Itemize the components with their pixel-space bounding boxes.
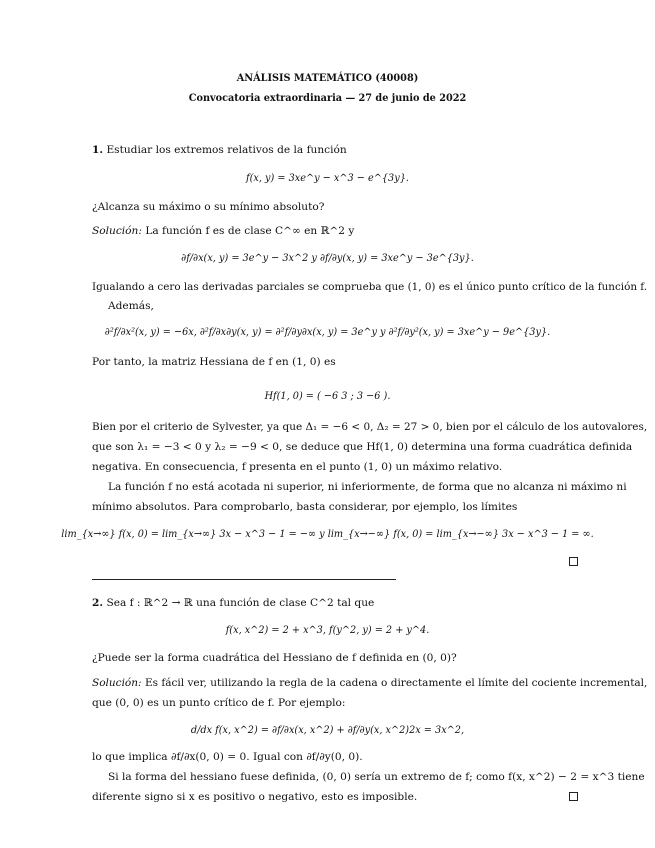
equation-hessian: Hf(1, 0) = ( −6 3 ; 3 −6 ). bbox=[264, 390, 391, 402]
critical-point-line: Igualando a cero las derivadas parciales se comprueba que (1, 0) es el único punto crítico de la función f. bbox=[92, 281, 648, 293]
equation-function: f(x, y) = 3xe^y − x^3 − e^{3y}. bbox=[246, 172, 409, 184]
solution-2-line-2: que (0, 0) es un punto crítico de f. Por ejemplo: bbox=[92, 697, 346, 709]
problem-2-statement bbox=[92, 597, 374, 610]
sylvester-line-1: Bien por el criterio de Sylvester, ya que Δ₁ = −6 < 0, Δ₂ = 27 > 0, bien por el cálculo de los autovalores, bbox=[92, 421, 648, 433]
problem-1-question: ¿Alcanza su máximo o su mínimo absoluto? bbox=[92, 201, 325, 213]
solution-2-text: Es fácil ver, utilizando la regla de la cadena o directamente el límite del cociente incremental, bbox=[144, 677, 648, 689]
page-subtitle: Convocatoria extraordinaria — 27 de junio de 2022 bbox=[188, 92, 467, 104]
problem-2-question: ¿Puede ser la forma cuadrática del Hessiano de f definida en (0, 0)? bbox=[92, 652, 457, 664]
unbounded-line-1: La función f no está acotada ni superior, ni inferiormente, de forma que no alcanza ni máximo ni bbox=[108, 481, 627, 493]
problem-1-text: Estudiar los extremos relativos de la función bbox=[106, 144, 347, 156]
section-divider bbox=[92, 579, 396, 580]
equation-chain-rule: d/dx f(x, x^2) = ∂f/∂x(x, x^2) + ∂f/∂y(x, x^2)2x = 3x^2, bbox=[190, 724, 465, 736]
conclusion-line-2: diferente signo si x es positivo o negativo, esto es imposible. bbox=[92, 791, 418, 803]
qed-square-2 bbox=[569, 792, 578, 801]
ademas-line: Además, bbox=[108, 300, 154, 312]
solution-1-intro bbox=[92, 225, 354, 238]
hessian-intro: Por tanto, la matriz Hessiana de f en (1, 0) es bbox=[92, 356, 336, 368]
page-title: ANÁLISIS MATEMÁTICO (40008) bbox=[236, 72, 419, 84]
sylvester-line-2: que son λ₁ = −3 < 0 y λ₂ = −9 < 0, se deduce que Hf(1, 0) determina una forma cuadrática definida bbox=[92, 441, 633, 453]
problem-1-statement bbox=[92, 144, 347, 157]
conclusion-line-1: Si la forma del hessiano fuese definida, (0, 0) sería un extremo de f; como f(x, x^2) − 2 = x^3 tiene bbox=[108, 771, 645, 783]
problem-2-number: 2. bbox=[92, 597, 104, 609]
solution-2-line-1 bbox=[92, 677, 647, 690]
solution-1-intro-text: La función f es de clase C^∞ en ℝ^2 y bbox=[145, 225, 355, 237]
solution-label: Solución: bbox=[92, 225, 142, 237]
unbounded-line-2: mínimo absolutos. Para comprobarlo, basta considerar, por ejemplo, los límites bbox=[92, 501, 518, 513]
equation-limits: lim_{x→∞} f(x, 0) = lim_{x→∞} 3x − x^3 − 1 = −∞ y lim_{x→−∞} f(x, 0) = lim_{x→−∞} 3x − x^3 − 1 = ∞. bbox=[61, 528, 594, 540]
qed-square-1 bbox=[569, 557, 578, 566]
sylvester-line-3: negativa. En consecuencia, f presenta en el punto (1, 0) un máximo relativo. bbox=[92, 461, 503, 473]
equation-partials: ∂f/∂x(x, y) = 3e^y − 3x^2 y ∂f/∂y(x, y) = 3xe^y − 3e^{3y}. bbox=[181, 252, 474, 264]
implication-line: lo que implica ∂f/∂x(0, 0) = 0. Igual con ∂f/∂y(0, 0). bbox=[92, 751, 363, 763]
equation-second-derivatives: ∂²f/∂x²(x, y) = −6x, ∂²f/∂x∂y(x, y) = ∂²f/∂y∂x(x, y) = 3e^y y ∂²f/∂y²(x, y) = 3xe^y − 9e^{3y}. bbox=[104, 326, 551, 338]
problem-2-text: Sea f : ℝ^2 → ℝ una función de clase C^2 tal que bbox=[106, 597, 375, 609]
equation-conditions: f(x, x^2) = 2 + x^3, f(y^2, y) = 2 + y^4. bbox=[225, 624, 430, 636]
problem-1-number: 1. bbox=[92, 144, 104, 156]
solution-2-label: Solución: bbox=[92, 677, 142, 689]
